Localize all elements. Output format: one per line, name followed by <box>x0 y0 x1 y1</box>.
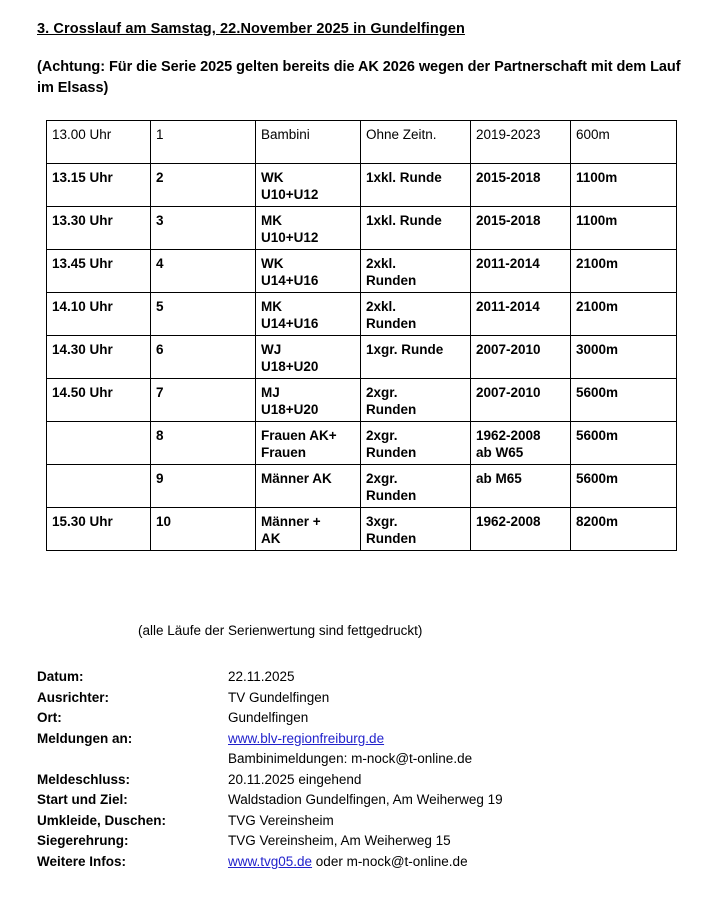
cell-laps-line1: 2xkl. <box>366 299 397 314</box>
cell-number-line1: 3 <box>156 213 164 228</box>
cell-time <box>47 121 151 164</box>
cell-years-line1: 2007-2010 <box>476 385 541 400</box>
cell-number-line1: 10 <box>156 514 172 529</box>
cell-category <box>256 336 361 379</box>
cell-years-line1: ab M65 <box>476 471 522 486</box>
cell-time-line1: 14.10 Uhr <box>52 299 113 314</box>
cell-laps-line1: Ohne Zeitn. <box>366 127 437 142</box>
cell-number-line1: 2 <box>156 170 164 185</box>
info-row-date <box>37 667 677 688</box>
cell-category-line2: U18+U20 <box>261 402 319 417</box>
cell-number <box>151 207 256 250</box>
cell-distance <box>571 293 677 336</box>
cell-category-line2: AK <box>261 531 281 546</box>
info-label-changing: Umkleide, Duschen: <box>37 812 167 828</box>
moreinfo-link[interactable]: www.tvg05.de <box>228 853 313 869</box>
cell-time <box>47 422 151 465</box>
cell-laps <box>361 121 471 164</box>
cell-number <box>151 164 256 207</box>
info-label-place: Ort: <box>37 710 62 725</box>
cell-category-line1: Männer + <box>261 514 321 529</box>
cell-category-line1: MK <box>261 213 282 228</box>
cell-time-line1: 14.30 Uhr <box>52 342 113 357</box>
cell-number-line1: 4 <box>156 256 164 271</box>
cell-number <box>151 250 256 293</box>
cell-years-line1: 2019-2023 <box>476 127 541 142</box>
cell-time <box>47 465 151 508</box>
cell-years-line2: ab W65 <box>476 445 524 460</box>
cell-distance <box>571 508 677 551</box>
cell-category <box>256 121 361 164</box>
cell-laps-line1: 3xgr. <box>366 514 398 529</box>
cell-years-line1: 2011-2014 <box>476 256 540 271</box>
cell-category-line1: MK <box>261 299 282 314</box>
cell-category <box>256 293 361 336</box>
cell-years <box>471 465 571 508</box>
cell-laps-line1: 2xkl. <box>366 256 397 271</box>
info-value-date: 22.11.2025 <box>228 669 295 684</box>
table-row <box>47 336 677 379</box>
table-row <box>47 207 677 250</box>
info-row-ceremony <box>37 831 677 852</box>
cell-number <box>151 336 256 379</box>
cell-distance-line1: 5600m <box>576 428 619 443</box>
cell-category-line1: Männer AK <box>261 471 332 486</box>
cell-number <box>151 465 256 508</box>
table-row <box>47 121 677 164</box>
cell-number <box>151 121 256 164</box>
cell-laps-line2: Runden <box>366 316 417 331</box>
info-value-registration <box>228 729 677 750</box>
info-value-ceremony: TVG Vereinsheim, Am Weiherweg 15 <box>228 833 451 848</box>
cell-distance-line1: 5600m <box>576 385 619 400</box>
cell-number-line1: 1 <box>156 127 164 142</box>
registration-link[interactable]: www.blv-regionfreiburg.de <box>228 730 385 746</box>
cell-time-line1: 13.45 Uhr <box>52 256 113 271</box>
cell-time-line1: 13.30 Uhr <box>52 213 113 228</box>
info-row-changing <box>37 811 677 832</box>
cell-distance <box>571 207 677 250</box>
info-label-registration: Meldungen an: <box>37 730 133 746</box>
cell-laps-line1: 1xgr. Runde <box>366 342 444 357</box>
cell-category <box>256 250 361 293</box>
cell-distance-line1: 1100m <box>576 170 618 185</box>
cell-number-line1: 8 <box>156 428 164 443</box>
table-row <box>47 250 677 293</box>
cell-laps <box>361 508 471 551</box>
cell-laps <box>361 164 471 207</box>
info-label-startfinish: Start und Ziel: <box>37 792 128 807</box>
cell-distance-line1: 8200m <box>576 514 619 529</box>
cell-years-line1: 2011-2014 <box>476 299 540 314</box>
cell-number-line1: 9 <box>156 471 164 486</box>
cell-years-line1: 2015-2018 <box>476 170 541 185</box>
cell-distance <box>571 336 677 379</box>
info-value-registration-extra: Bambinimeldungen: m-nock@t-online.de <box>228 751 473 766</box>
info-value-startfinish: Waldstadion Gundelfingen, Am Weiherweg 19 <box>228 792 503 807</box>
cell-category-line2: U18+U20 <box>261 359 319 374</box>
cell-time <box>47 207 151 250</box>
cell-time-line1: 13.15 Uhr <box>52 170 113 185</box>
cell-distance-line1: 1100m <box>576 213 618 228</box>
schedule-table <box>46 120 677 551</box>
cell-time <box>47 336 151 379</box>
info-row-startfinish <box>37 790 677 811</box>
cell-laps <box>361 207 471 250</box>
cell-distance <box>571 250 677 293</box>
cell-category-line2: U10+U12 <box>261 230 319 245</box>
info-value-deadline: 20.11.2025 eingehend <box>228 771 362 787</box>
cell-category <box>256 422 361 465</box>
table-row <box>47 379 677 422</box>
cell-category-line2: U14+U16 <box>261 273 319 288</box>
cell-category <box>256 164 361 207</box>
cell-category <box>256 508 361 551</box>
cell-distance-line1: 2100m <box>576 256 619 271</box>
cell-laps-line1: 2xgr. <box>366 428 398 443</box>
cell-years <box>471 336 571 379</box>
table-row <box>47 164 677 207</box>
info-row-organizer <box>37 688 677 709</box>
info-value-place: Gundelfingen <box>228 710 309 725</box>
cell-distance <box>571 422 677 465</box>
cell-laps <box>361 379 471 422</box>
table-row <box>47 508 677 551</box>
cell-years-line1: 2015-2018 <box>476 213 541 228</box>
cell-years <box>471 508 571 551</box>
cell-years-line1: 1962-2008 <box>476 428 541 443</box>
cell-distance-line1: 600m <box>576 127 610 142</box>
cell-number <box>151 508 256 551</box>
cell-laps-line2: Runden <box>366 488 417 503</box>
cell-time <box>47 164 151 207</box>
notice-text: (Achtung: Für die Serie 2025 gelten bereits die AK 2026 wegen der Partnerschaft mit dem Lauf im Elsass) <box>37 59 681 96</box>
cell-time <box>47 250 151 293</box>
schedule-table-container <box>46 120 676 551</box>
cell-category-line1: Frauen AK+ <box>261 428 337 443</box>
cell-distance-line1: 2100m <box>576 299 619 314</box>
cell-category-line1: WK <box>261 256 284 271</box>
table-row <box>47 293 677 336</box>
cell-number <box>151 422 256 465</box>
cell-laps-line1: 1xkl. Runde <box>366 213 442 228</box>
cell-category-line2: U10+U12 <box>261 187 319 202</box>
cell-years <box>471 250 571 293</box>
cell-distance-line1: 3000m <box>576 342 619 357</box>
cell-laps <box>361 250 471 293</box>
cell-time <box>47 508 151 551</box>
cell-distance <box>571 121 677 164</box>
info-label-moreinfo: Weitere Infos: <box>37 853 127 869</box>
info-row-moreinfo <box>37 852 677 873</box>
cell-years <box>471 293 571 336</box>
cell-years-line1: 1962-2008 <box>476 514 541 529</box>
cell-category <box>256 379 361 422</box>
cell-time <box>47 293 151 336</box>
page-title: 3. Crosslauf am Samstag, 22.November 2025 in Gundelfingen <box>37 21 465 37</box>
table-caption: (alle Läufe der Serienwertung sind fettgedruckt) <box>138 623 423 638</box>
event-info-block <box>37 667 677 872</box>
cell-time-line1: 14.50 Uhr <box>52 385 113 400</box>
cell-distance <box>571 164 677 207</box>
cell-number-line1: 6 <box>156 342 164 357</box>
cell-category-line1: MJ <box>261 385 280 400</box>
info-label-date: Datum: <box>37 669 84 684</box>
cell-number <box>151 293 256 336</box>
cell-category-line1: Bambini <box>261 127 310 142</box>
cell-laps <box>361 293 471 336</box>
info-label-organizer: Ausrichter: <box>37 689 110 705</box>
info-row-registration-extra <box>37 749 677 770</box>
cell-distance <box>571 379 677 422</box>
cell-number-line1: 7 <box>156 385 164 400</box>
cell-category-line1: WK <box>261 170 284 185</box>
cell-laps-line2: Runden <box>366 445 417 460</box>
cell-laps-line1: 2xgr. <box>366 385 398 400</box>
cell-time <box>47 379 151 422</box>
info-value-organizer: TV Gundelfingen <box>228 689 330 705</box>
cell-laps-line2: Runden <box>366 402 417 417</box>
info-value-moreinfo <box>228 852 677 873</box>
table-row <box>47 465 677 508</box>
cell-laps <box>361 422 471 465</box>
moreinfo-rest-text: oder m-nock@t-online.de <box>312 853 468 869</box>
cell-laps-line2: Runden <box>366 531 417 546</box>
cell-laps-line1: 2xgr. <box>366 471 398 486</box>
info-label-deadline: Meldeschluss: <box>37 771 131 787</box>
cell-category <box>256 207 361 250</box>
cell-laps-line2: Runden <box>366 273 417 288</box>
cell-category-line1: WJ <box>261 342 282 357</box>
info-row-place <box>37 708 677 729</box>
cell-category-line2: U14+U16 <box>261 316 319 331</box>
cell-years <box>471 164 571 207</box>
cell-years <box>471 422 571 465</box>
cell-category-line2: Frauen <box>261 445 307 460</box>
cell-laps-line1: 1xkl. Runde <box>366 170 442 185</box>
cell-time-line1: 15.30 Uhr <box>52 514 113 529</box>
cell-years <box>471 121 571 164</box>
cell-years <box>471 379 571 422</box>
cell-number <box>151 379 256 422</box>
cell-laps <box>361 336 471 379</box>
cell-years <box>471 207 571 250</box>
cell-laps <box>361 465 471 508</box>
cell-distance-line1: 5600m <box>576 471 619 486</box>
table-row <box>47 422 677 465</box>
cell-years-line1: 2007-2010 <box>476 342 541 357</box>
info-row-deadline <box>37 770 677 791</box>
info-row-registration <box>37 729 677 750</box>
cell-distance <box>571 465 677 508</box>
info-value-changing: TVG Vereinsheim <box>228 812 334 828</box>
cell-number-line1: 5 <box>156 299 164 314</box>
cell-category <box>256 465 361 508</box>
cell-time-line1: 13.00 Uhr <box>52 127 112 142</box>
info-label-ceremony: Siegerehrung: <box>37 833 129 848</box>
